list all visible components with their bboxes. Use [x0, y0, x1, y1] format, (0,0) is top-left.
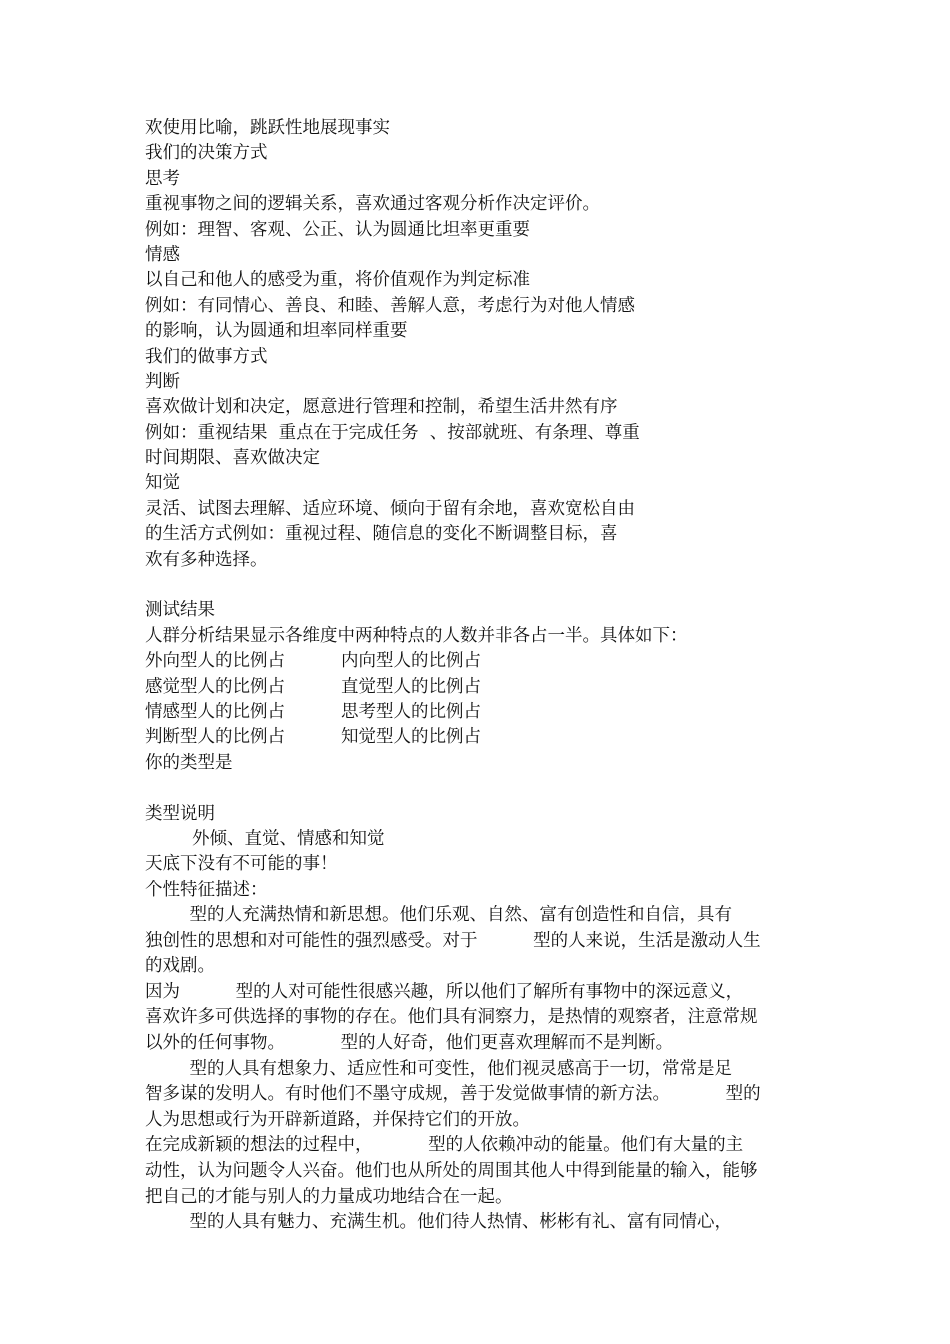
spacer [145, 573, 815, 598]
paragraph [145, 1210, 810, 1236]
ratio-right-label: 内向型人的比例占 [341, 651, 481, 672]
paragraph-line: 把自己的才能与别人的力量成功地结合在一起。 [145, 1186, 513, 1207]
ratio-row [145, 675, 815, 700]
section-heading: 我们的决策方式 [145, 143, 268, 164]
ratio-left-label: 感觉型人的比例占 [145, 676, 285, 697]
ratio-right-label: 思考型人的比例占 [341, 701, 481, 722]
section-heading: 我们的做事方式 [145, 346, 268, 367]
ratio-left-label: 情感型人的比例占 [145, 701, 285, 722]
paragraph-line: 型的人具有魅力、充满生机。他们待人热情、彬彬有礼、富有同情心， [145, 1212, 732, 1233]
text-line: 喜欢做计划和决定，愿意进行管理和控制，希望生活井然有序 [145, 397, 618, 418]
ratio-row [145, 649, 815, 674]
your-type-label: 你的类型是 [145, 752, 233, 773]
subheading: 思考 [145, 168, 180, 189]
type-description-section [145, 802, 815, 1236]
paragraph [145, 903, 810, 980]
ratio-right-label: 直觉型人的比例占 [341, 676, 481, 697]
subheading: 情感 [145, 244, 180, 265]
text-line: 欢使用比喻，跳跃性地展现事实 [145, 118, 390, 138]
paragraph [145, 1133, 810, 1210]
slogan: 天底下没有不可能的事！ [145, 854, 338, 875]
paragraph-line: 人为思想或行为开辟新道路，并保持它们的开放。 [145, 1109, 530, 1130]
paragraph-line: 智多谋的发明人。有时他们不墨守成规，善于发觉做事情的新方法。 型的 [145, 1084, 761, 1105]
ratio-right-label: 知觉型人的比例占 [341, 727, 481, 748]
text-line: 例如：理智、客观、公正、认为圆通比坦率更重要 [145, 219, 530, 240]
ratio-row [145, 700, 815, 725]
traits-label: 个性特征描述： [145, 879, 268, 900]
subheading: 判断 [145, 371, 180, 392]
text-line: 例如：重视结果 重点在于完成任务 、按部就班、有条理、尊重 [145, 422, 640, 443]
text-line: 例如：有同情心、善良、和睦、善解人意，考虑行为对他人情感 [145, 295, 635, 316]
paragraph-line: 型的人充满热情和新思想。他们乐观、自然、富有创造性和自信，具有 [145, 905, 732, 926]
text-line: 灵活、试图去理解、适应环境、倾向于留有余地，喜欢宽松自由 [145, 498, 635, 519]
paragraph-line: 因为 型的人对可能性很感兴趣，所以他们了解所有事物中的深远意义， [145, 981, 744, 1002]
paragraph-line: 的戏剧。 [145, 956, 215, 977]
results-intro: 人群分析结果显示各维度中两种特点的人数并非各占一半。具体如下： [145, 625, 688, 646]
type-line: 外倾、直觉、情感和知觉 [192, 828, 385, 849]
paragraph-line: 喜欢许多可供选择的事物的存在。他们具有洞察力，是热情的观察者，注意常规 [145, 1007, 758, 1028]
paragraph [145, 1057, 810, 1134]
paragraph [145, 980, 810, 1057]
results-section [145, 598, 815, 776]
text-line: 时间期限、喜欢做决定 [145, 448, 320, 469]
type-heading: 类型说明 [145, 803, 215, 824]
results-heading: 测试结果 [145, 600, 215, 621]
text-line: 欢有多种选择。 [145, 549, 268, 570]
preferences-section [145, 116, 815, 573]
text-line: 的生活方式例如：重视过程、随信息的变化不断调整目标，喜 [145, 524, 618, 545]
subheading: 知觉 [145, 473, 180, 494]
paragraph-line: 型的人具有想象力、适应性和可变性，他们视灵感高于一切，常常是足 [145, 1058, 732, 1079]
paragraph-line: 独创性的思想和对可能性的强烈感受。对于 型的人来说，生活是激动人生 [145, 930, 761, 951]
paragraph-line: 以外的任何事物。 型的人好奇，他们更喜欢理解而不是判断。 [145, 1033, 674, 1054]
ratio-left-label: 判断型人的比例占 [145, 727, 285, 748]
ratio-left-label: 外向型人的比例占 [145, 651, 285, 672]
traits-body [145, 903, 810, 1236]
spacer [145, 776, 815, 801]
ratio-row [145, 725, 815, 750]
document-body [145, 116, 815, 1236]
paragraph-line: 动性，认为问题令人兴奋。他们也从所处的周围其他人中得到能量的输入，能够 [145, 1161, 758, 1182]
text-line: 以自己和他人的感受为重，将价值观作为判定标准 [145, 270, 530, 291]
text-line: 的影响，认为圆通和坦率同样重要 [145, 321, 408, 342]
paragraph-line: 在完成新颖的想法的过程中， 型的人依赖冲动的能量。他们有大量的主 [145, 1135, 744, 1156]
text-line: 重视事物之间的逻辑关系，喜欢通过客观分析作决定评价。 [145, 194, 600, 215]
